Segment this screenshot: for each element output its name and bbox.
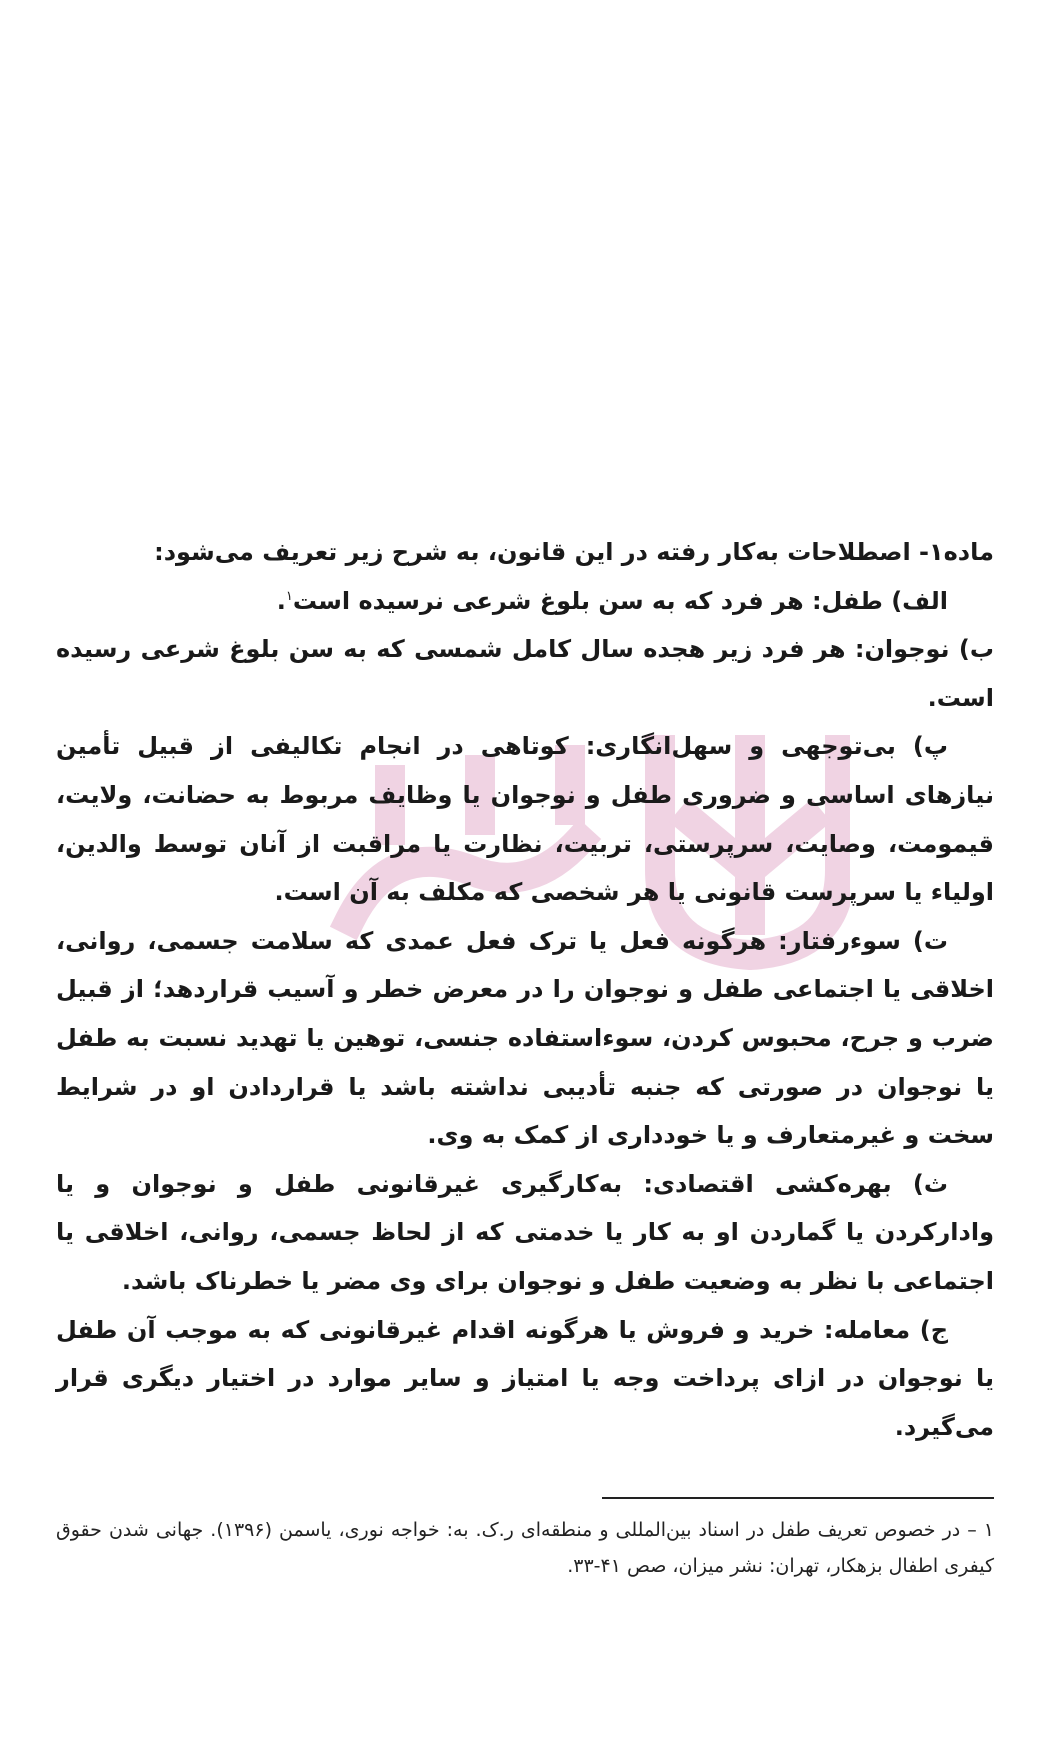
definition-te: ت) سوءرفتار: هرگونه فعل یا ترک فعل عمدی که سلامت جسمی، روانی، اخلاقی یا اجتماعی طفل و نوجوان را در معرض خطر و آسیب قراردهد؛ از قبیل ضرب و جرح، محبوس کردن، سوءاستفاده جنسی، توهین یا تهدید نسبت به طفل یا نوجوان در صورتی که جنبه تأدیبی نداشته باشد یا قراردادن او در شرایط سخت و غیرمتعارف و یا خودداری از کمک به وی. xyxy=(56,926,994,1150)
definition-alef-end: . xyxy=(276,586,286,615)
definition-se: ث) بهره‌کشی اقتصادی: به‌کارگیری غیرقانونی طفل و نوجوان و یا وادارکردن یا گماردن او به کار یا خدمتی که از لحاظ جسمی، روانی، اخلاقی یا اجتماعی با نظر به وضعیت طفل و نوجوان برای وی مضر یا خطرناک باشد. xyxy=(56,1169,994,1295)
footnote-reference: ۱ xyxy=(285,588,293,604)
footnote-text: ۱ – در خصوص تعریف طفل در اسناد بین‌المللی و منطقه‌ای ر.ک. به: خواجه نوری، یاسمن (۱۳۹۶). جهانی شدن حقوق کیفری اطفال بزهکار، تهران: نشر میزان، صص ۴۱-۳۳. xyxy=(56,1519,995,1577)
article-heading: ماده۱- اصطلاحات به‌کار رفته در این قانون، به شرح زیر تعریف می‌شود: xyxy=(154,538,994,566)
footnote xyxy=(56,1512,994,1584)
definition-jim: ج) معامله: خرید و فروش یا هرگونه اقدام غیرقانونی که به موجب آن طفل یا نوجوان در ازای پرداخت وجه یا امتیاز و سایر موارد در اختیار دیگری قرار می‌گیرد. xyxy=(56,1315,994,1441)
definition-alef-text: الف) طفل: هر فرد که به سن بلوغ شرعی نرسیده است xyxy=(292,586,948,615)
definition-pe: پ) بی‌توجهی و سهل‌انگاری: کوتاهی در انجام تکالیفی از قبیل تأمین نیازهای اساسی و ضروری طفل و نوجوان یا وظایف مربوط به حضانت، ولایت، قیمومت، وصایت، سرپرستی، تربیت، نظارت یا مراقبت از آنان توسط والدین، اولیاء یا سرپرست قانونی یا هر شخصی که مکلف به آن است. xyxy=(56,732,994,907)
footnote-separator xyxy=(602,1497,994,1499)
article-1-definitions xyxy=(56,528,994,1451)
definition-alef xyxy=(56,577,994,626)
definition-be: ب) نوجوان: هر فرد زیر هجده سال کامل شمسی که به سن بلوغ شرعی رسیده است. xyxy=(56,635,994,712)
